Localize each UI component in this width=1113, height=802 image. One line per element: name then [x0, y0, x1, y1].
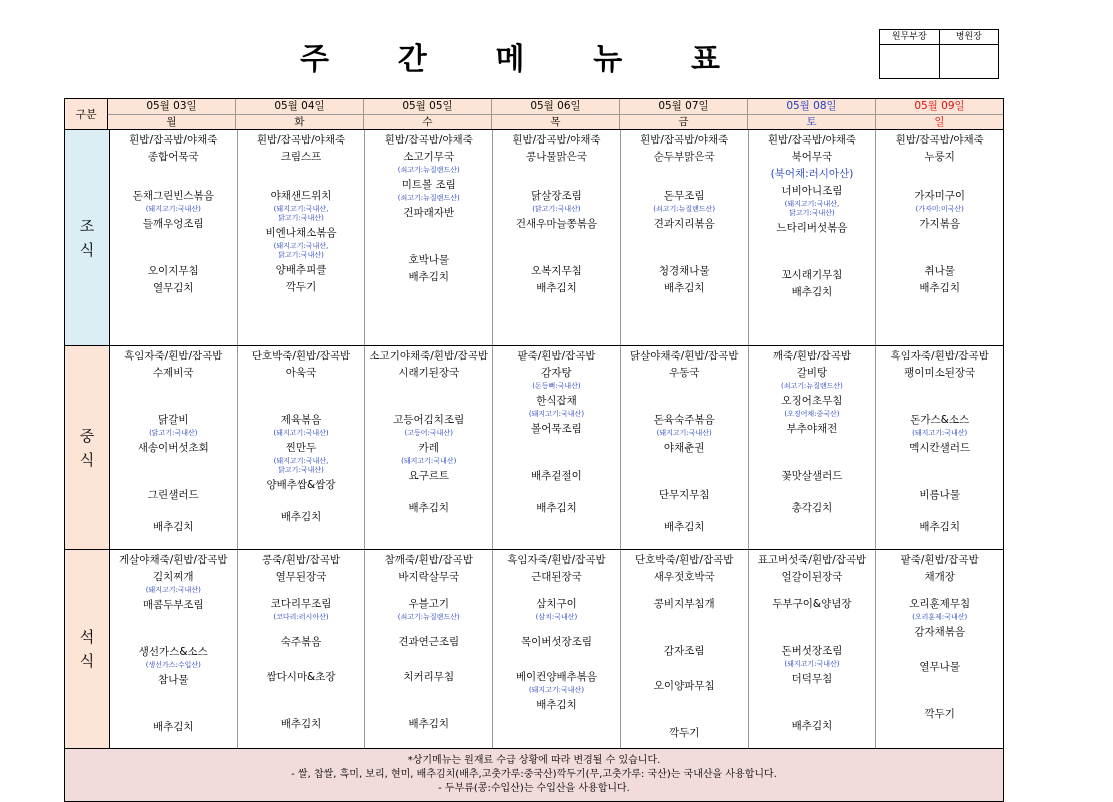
origin-note: (쇠고기:뉴질랜드산) — [397, 166, 460, 174]
menu-item: 팥죽/흰밥/잡곡밥 — [900, 554, 979, 566]
menu-item: 게살야채죽/흰밥/잡곡밥 — [119, 554, 228, 566]
menu-item: 콩비지부침개 — [653, 598, 715, 610]
menu-item: 갈비탕 — [796, 367, 828, 379]
menu-item: 팥죽/흰밥/잡곡밥 — [517, 350, 596, 362]
menu-item: 요구르트 — [408, 470, 450, 482]
title-char: 메 — [495, 42, 525, 77]
day-date: 05월 08일 — [748, 99, 875, 115]
menu-cell — [621, 550, 749, 748]
menu-item: 흰밥/잡곡밥/야채죽 — [767, 134, 857, 146]
menu-item: 들깨우엉조림 — [142, 218, 204, 230]
menu-item: 소고기야채죽/흰밥/잡곡밥 — [369, 350, 489, 362]
menu-item: 아욱국 — [285, 367, 317, 379]
menu-item: 감자탕 — [541, 367, 572, 379]
menu-cell — [493, 130, 621, 345]
menu-item: 흑임자죽/흰밥/잡곡밥 — [124, 350, 223, 362]
menu-item: 오징어초무침 — [781, 395, 843, 407]
menu-item: 너비아니조림 — [781, 185, 843, 197]
menu-item: 베이컨양배추볶음 — [515, 671, 598, 683]
menu-item: 열무김치 — [152, 282, 194, 294]
menu-item: 꽃맛살샐러드 — [781, 470, 843, 482]
origin-note: (돼지고기:국내산) — [145, 205, 201, 213]
day-of-week: 월 — [166, 115, 177, 128]
menu-item: 배추김치 — [663, 282, 705, 294]
menu-item: 깍두기 — [285, 281, 317, 293]
menu-cell — [749, 346, 877, 549]
origin-note: (돼지고기:국내산) — [784, 660, 840, 668]
menu-item: 배추김치 — [280, 511, 322, 523]
menu-item: 배추김치 — [919, 521, 960, 533]
meal-section — [65, 346, 1003, 550]
day-header — [620, 99, 748, 129]
approval-sign-director[interactable] — [940, 45, 999, 78]
menu-cell — [238, 346, 366, 549]
menu-item: 배추김치 — [663, 521, 705, 533]
menu-cell — [749, 550, 877, 748]
origin-note: (돼지고기:국내산) — [401, 457, 457, 465]
note-line: - 쌀, 찹쌀, 흑미, 보리, 현미, 배추김치(배추,고춧가루:중국산)깍두기(무,고춧가루: 국산)는 국내산을 사용합니다. — [291, 769, 777, 780]
menu-item: 야채춘권 — [663, 442, 705, 454]
menu-cell — [493, 346, 621, 549]
menu-item: 우블고기 — [408, 598, 450, 610]
day-of-week: 화 — [294, 115, 305, 128]
menu-item: 삼치구이 — [536, 598, 577, 610]
menu-item: 새송이버섯초회 — [137, 442, 209, 454]
origin-note: (쇠고기:뉴질랜드산) — [397, 613, 460, 621]
origin-note: (가자미:미국산) — [915, 205, 964, 213]
origin-note: (돼지고기:국내산) — [528, 686, 585, 694]
menu-item: 흑임자죽/흰밥/잡곡밥 — [890, 350, 989, 362]
menu-item: 더덕무침 — [791, 673, 833, 685]
approval-label-director: 병원장 — [955, 32, 982, 42]
origin-note: (돼지고기:국내산, 닭고기:국내산) — [273, 205, 329, 222]
menu-item: 호박나물 — [408, 254, 450, 266]
menu-item: 멕시칸샐러드 — [909, 442, 971, 454]
menu-item: 흰밥/잡곡밥/야채죽 — [640, 134, 729, 146]
menu-item: 흰밥/잡곡밥/야채죽 — [256, 134, 346, 146]
approval-box — [879, 29, 999, 79]
note-line: - 두부류(콩:수입산)는 수입산을 사용합니다. — [438, 783, 630, 794]
day-header — [876, 99, 1003, 129]
menu-item: 느타리버섯볶음 — [776, 222, 848, 234]
menu-item: 취나물 — [924, 265, 955, 277]
menu-item: 배추김치 — [536, 282, 577, 294]
menu-cell — [876, 130, 1003, 345]
menu-item: 닭살야채죽/흰밥/잡곡밥 — [629, 350, 739, 362]
menu-item: 감자조림 — [663, 645, 705, 657]
menu-item: 돈가스&소스 — [910, 414, 970, 426]
menu-item: 북어무국 — [791, 151, 833, 163]
menu-cell — [876, 550, 1003, 748]
origin-note: (쇠고기:뉴질랜드산) — [653, 205, 716, 213]
day-header — [236, 99, 364, 129]
menu-item: 열무나물 — [919, 661, 960, 673]
menu-item: 양배추쌈&쌈장 — [266, 479, 336, 491]
menu-item: 수제비국 — [152, 367, 194, 379]
day-of-week: 수 — [422, 115, 433, 128]
day-of-week: 목 — [550, 115, 561, 128]
menu-item: 배추김치 — [536, 502, 577, 514]
menu-item: 생선가스&소스 — [138, 646, 208, 658]
menu-cell — [238, 550, 366, 748]
day-date: 05월 07일 — [620, 99, 747, 115]
menu-item: 참나물 — [158, 674, 189, 686]
table-header — [65, 99, 1003, 130]
title-char: 뉴 — [593, 42, 623, 77]
menu-item: 코다리무조림 — [270, 598, 332, 610]
menu-item: 참깨죽/흰밥/잡곡밥 — [384, 554, 473, 566]
menu-item: 한식잡채 — [536, 395, 577, 407]
origin-note: (고등어:국내산) — [404, 429, 453, 437]
menu-item: 꼬시래기무침 — [781, 269, 843, 281]
menu-cell — [110, 550, 238, 748]
menu-item: 고등어김치조림 — [393, 414, 465, 426]
menu-item: 건새우마늘쫑볶음 — [515, 218, 598, 230]
menu-item: 견과지리볶음 — [653, 218, 715, 230]
menu-item: 오이지무침 — [147, 265, 199, 277]
menu-item: 숙주볶음 — [280, 636, 322, 648]
menu-item: 비엔나채소볶음 — [265, 227, 337, 239]
menu-item: 팽이미소된장국 — [904, 367, 976, 379]
day-of-week: 토 — [806, 115, 817, 128]
day-of-week: 금 — [678, 115, 689, 128]
menu-item: 돈채그린빈스볶음 — [132, 190, 214, 202]
origin-note: (닭고기:국내산) — [532, 205, 581, 213]
menu-cell — [365, 130, 493, 345]
menu-item: 배추김치 — [791, 720, 833, 732]
menu-item: 우동국 — [668, 367, 700, 379]
note-line: *상기메뉴는 원재료 수급 상황에 따라 변경될 수 있습니다. — [407, 755, 661, 766]
origin-note: (생선가스:수입산) — [145, 661, 201, 669]
menu-item: 종합어묵국 — [147, 151, 199, 163]
meal-label — [65, 130, 110, 345]
menu-item: 표고버섯죽/흰밥/잡곡밥 — [757, 554, 867, 566]
origin-note: (쇠고기:뉴질랜드산) — [397, 194, 460, 202]
menu-item: 누룽지 — [924, 151, 955, 163]
menu-item: 양배추피클 — [275, 264, 327, 276]
menu-item: 매콤두부조림 — [142, 599, 204, 611]
menu-item: 배추김치 — [536, 699, 577, 711]
menu-cell — [876, 346, 1003, 549]
origin-note: (삼치:국내산) — [535, 613, 578, 621]
day-date: 05월 09일 — [876, 99, 1003, 115]
menu-cell — [365, 550, 493, 748]
day-date: 05월 05일 — [364, 99, 491, 115]
menu-item: 배추김치 — [152, 521, 194, 533]
menu-item: 돈버섯장조림 — [781, 645, 843, 657]
menu-item: 근대된장국 — [531, 571, 582, 583]
meal-label-char: 식 — [79, 240, 95, 259]
menu-item: 가자미구이 — [914, 190, 966, 202]
origin-note: (오징어채:중국산) — [784, 410, 840, 418]
menu-item: 오이양파무침 — [653, 680, 715, 692]
gubun-header: 구분 — [65, 99, 108, 129]
origin-note: (돼지고기:국내산) — [145, 586, 201, 594]
origin-note: (돈등뼈:국내산) — [532, 382, 581, 390]
meal-label — [65, 346, 110, 549]
menu-item: 건파래자반 — [403, 207, 455, 219]
menu-item: 배추김치 — [152, 721, 194, 733]
title-char: 주 — [300, 42, 329, 77]
menu-item: 콩죽/흰밥/잡곡밥 — [261, 554, 341, 566]
menu-item: 찐만두 — [285, 442, 317, 454]
menu-item: 깍두기 — [668, 727, 700, 739]
menu-item: 두부구이&양념장 — [772, 598, 852, 610]
origin-note: (돼지고기:국내산, 닭고기:국내산) — [273, 457, 329, 474]
menu-item: 카레 — [418, 442, 439, 454]
day-date: 05월 06일 — [492, 99, 619, 115]
menu-item: 돈육숙주볶음 — [653, 414, 715, 426]
menu-item: 쌈다시마&초장 — [266, 671, 336, 683]
day-date: 05월 04일 — [236, 99, 363, 115]
menu-cell — [621, 130, 749, 345]
menu-cell — [493, 550, 621, 748]
menu-item: 배추김치 — [408, 502, 450, 514]
menu-item: 청경채나물 — [658, 265, 710, 277]
approval-label-admin: 원무부장 — [880, 30, 940, 44]
menu-item: 깍두기 — [924, 708, 955, 720]
menu-item: 배추김치 — [919, 282, 960, 294]
menu-item: 감자채볶음 — [914, 626, 966, 638]
menu-item: 배추겉절이 — [531, 470, 582, 482]
menu-item: 야채샌드위치 — [270, 190, 332, 202]
origin-note: (돼지고기:국내산, 닭고기:국내산) — [273, 242, 329, 259]
menu-item: 얼갈이된장국 — [781, 571, 843, 583]
menu-item: 바지락살무국 — [398, 571, 460, 583]
menu-item: 소고기무국 — [403, 151, 455, 163]
menu-item: 채개장 — [924, 571, 955, 583]
menu-cell — [621, 346, 749, 549]
menu-item: 그린샐러드 — [147, 489, 199, 501]
menu-item: 제육볶음 — [280, 414, 322, 426]
meal-label-char: 중 — [79, 426, 95, 445]
menu-item: 깨죽/흰밥/잡곡밥 — [772, 350, 851, 362]
origin-highlight: (북어채:러시아산) — [770, 168, 854, 180]
origin-note: (돼지고기:국내산) — [912, 429, 968, 437]
menu-cell — [110, 346, 238, 549]
meal-label-char: 석 — [79, 628, 95, 646]
menu-item: 볼어묵조림 — [531, 423, 582, 435]
menu-item: 순두부맑은국 — [653, 151, 715, 163]
page-title — [300, 34, 720, 78]
menu-item: 시래기된장국 — [398, 367, 460, 379]
menu-item: 배추김치 — [408, 718, 450, 730]
menu-item: 새우젓호박국 — [653, 571, 715, 583]
origin-note: (돼지고기:국내산) — [273, 429, 329, 437]
menu-item: 흰밥/잡곡밥/야채죽 — [512, 134, 601, 146]
origin-note: (돼지고기:국내산, 닭고기:국내산) — [784, 200, 840, 217]
menu-item: 흰밥/잡곡밥/야채죽 — [384, 134, 473, 146]
menu-cell — [749, 130, 877, 345]
menu-table — [64, 98, 1004, 802]
menu-item: 김치찌개 — [152, 571, 194, 583]
origin-note: (오리훈제:국내산) — [912, 613, 968, 621]
menu-item: 흑임자죽/흰밥/잡곡밥 — [507, 554, 606, 566]
meal-section — [65, 130, 1003, 346]
menu-item: 열무된장국 — [275, 571, 327, 583]
menu-item: 치커리무침 — [403, 671, 455, 683]
origin-note: (코다리:러시아산) — [273, 613, 329, 621]
menu-item: 부추야채전 — [786, 423, 838, 435]
menu-item: 흰밥/잡곡밥/야채죽 — [895, 134, 984, 146]
day-of-week: 일 — [934, 115, 945, 128]
menu-item: 견과연근조림 — [398, 636, 460, 648]
meal-label-char: 조 — [79, 216, 95, 235]
menu-cell — [110, 130, 238, 345]
day-header — [748, 99, 876, 129]
menu-item: 단호박죽/흰밥/잡곡밥 — [635, 554, 734, 566]
menu-item: 배추김치 — [280, 718, 322, 730]
menu-item: 돈무조림 — [663, 190, 705, 202]
meal-label-char: 식 — [79, 652, 95, 670]
origin-note: (쇠고기:뉴질랜드산) — [780, 382, 843, 390]
menu-item: 비름나물 — [919, 489, 960, 501]
menu-item: 오리훈제무침 — [909, 598, 971, 610]
notes-box — [65, 749, 1003, 801]
menu-cell — [238, 130, 366, 345]
menu-item: 콩나물맑은국 — [526, 151, 587, 163]
origin-note: (닭고기:국내산) — [149, 429, 198, 437]
day-header — [492, 99, 620, 129]
title-char: 간 — [397, 42, 427, 77]
meal-label-char: 식 — [79, 450, 95, 469]
menu-item: 목이버섯장조림 — [520, 636, 592, 648]
day-date: 05월 03일 — [108, 99, 235, 115]
day-header — [364, 99, 492, 129]
menu-item: 크림스프 — [280, 151, 322, 163]
meal-label — [65, 550, 110, 748]
menu-item: 배추김치 — [791, 286, 833, 298]
menu-item: 닭갈비 — [158, 414, 189, 426]
menu-item: 가지볶음 — [919, 218, 960, 230]
origin-note: (돼지고기:국내산) — [528, 410, 585, 418]
title-char: 표 — [691, 42, 720, 77]
menu-item: 미트볼 조림 — [401, 179, 456, 191]
menu-item: 오복지무침 — [531, 265, 582, 277]
menu-item: 닭살장조림 — [531, 190, 582, 202]
menu-item: 흰밥/잡곡밥/야채죽 — [129, 134, 218, 146]
menu-item: 단호박죽/흰밥/잡곡밥 — [251, 350, 351, 362]
origin-note: (돼지고기:국내산) — [656, 429, 712, 437]
menu-cell — [365, 346, 493, 549]
meal-section — [65, 550, 1003, 749]
menu-item: 단무지무침 — [658, 489, 710, 501]
approval-sign-admin[interactable] — [880, 45, 940, 78]
menu-item: 총각김치 — [791, 502, 833, 514]
day-header — [108, 99, 236, 129]
menu-item: 배추김치 — [408, 271, 450, 283]
